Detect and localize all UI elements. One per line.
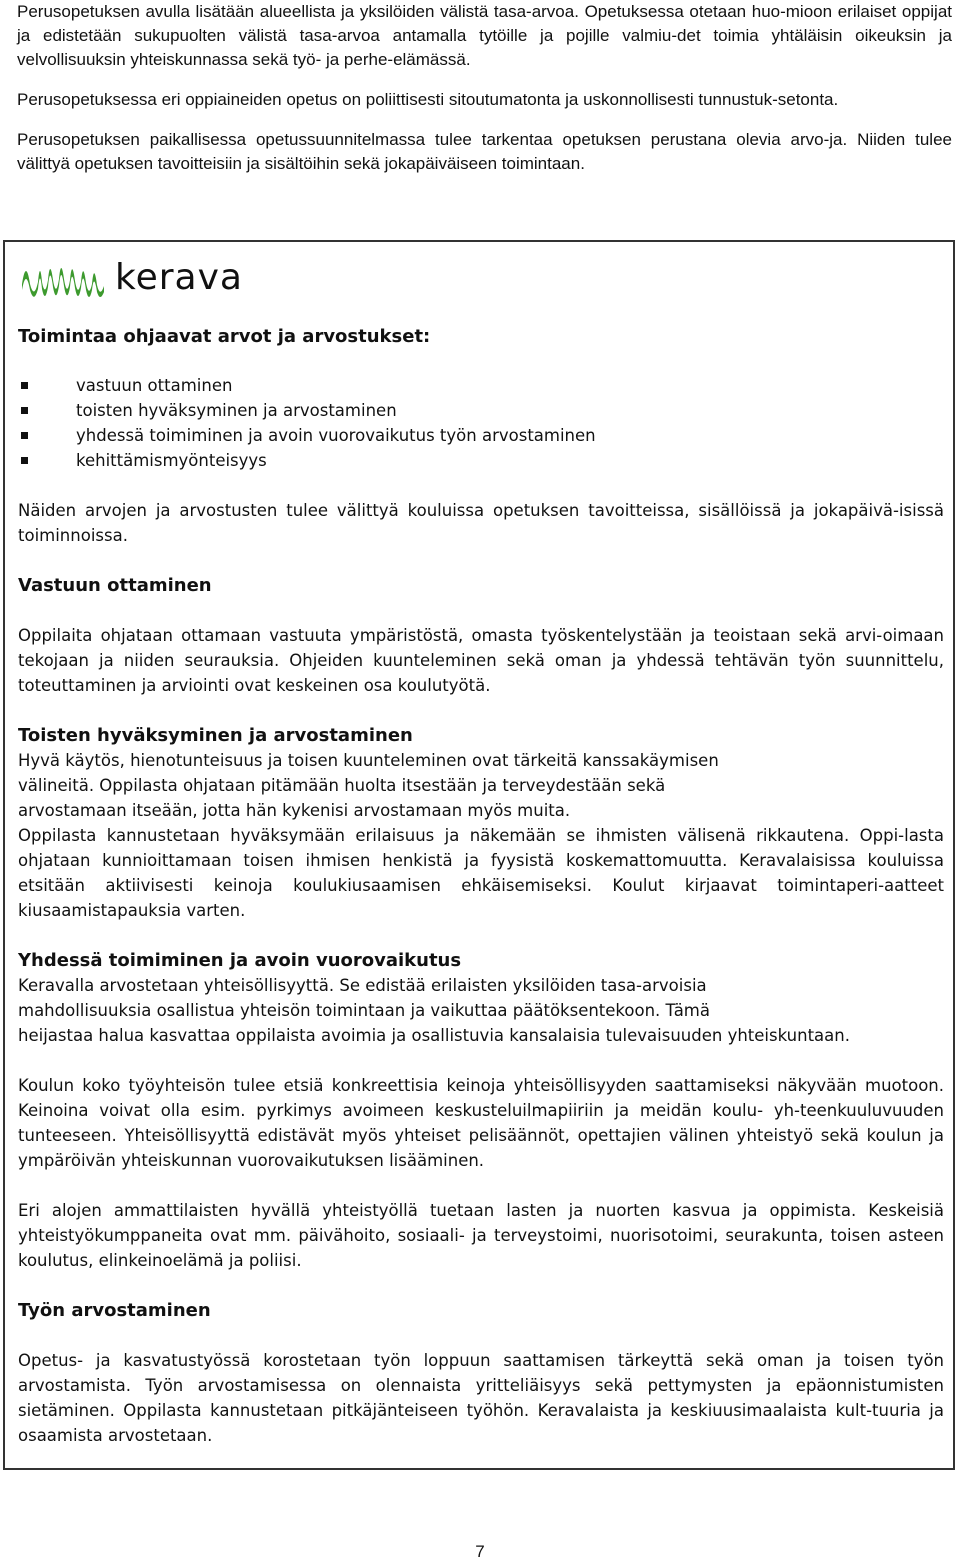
section-paragraph: Eri alojen ammattilaisten hyvällä yhteistyöllä tuetaan lasten ja nuorten kasvua ja oppimista. Keskeisiä yhteistyökumppaneita ovat mm. päivähoito, sosiaali- ja terveystoimi, nuorisotoimi, seurakunta, toisen asteen koulutus, elinkeinoelämä ja poliisi.	[18, 1201, 944, 1270]
section-heading: Yhdessä toimiminen ja avoin vuorovaikutus	[18, 950, 462, 971]
section-paragraph: Koulun koko työyhteisön tulee etsiä konkreettisia keinoja yhteisöllisyyden saattamiseksi näkyvään muotoon. Keinoina voivat olla esim. pyrkimys avoimeen keskusteluilmapiiriin ja meidän koulu- yh-teenkuuluvuuden tunteeseen. Yhteisöllisyyttä edistävät myös yhteiset pelisäännöt, opettajien välinen yhteistyö sekä koulun ja ympäröivän yhteiskunnan vuorovaikutuksen lisääminen.	[18, 1076, 944, 1170]
values-list	[18, 373, 944, 473]
section-heading: Työn arvostaminen	[18, 1300, 211, 1321]
values-heading: Toimintaa ohjaavat arvot ja arvostukset:	[18, 326, 431, 347]
section-line: Hyvä käytös, hienotunteisuus ja toisen kuunteleminen ovat tärkeitä kanssakäymisen	[18, 751, 719, 770]
page-number: 7	[475, 1542, 485, 1561]
section-heading: Toisten hyväksyminen ja arvostaminen	[18, 725, 413, 746]
intro-text	[17, 0, 952, 192]
section-line: arvostamaan itseään, jotta hän kykenisi arvostamaan myös muita.	[18, 801, 571, 820]
section-heading: Vastuun ottaminen	[18, 575, 212, 596]
list-item: toisten hyväksyminen ja arvostaminen	[18, 398, 944, 423]
kerava-wave-icon	[22, 268, 104, 297]
section-line: Keravalla arvostetaan yhteisöllisyyttä. Se edistää erilaisten yksilöiden tasa-arvoisia	[18, 976, 707, 995]
values-content	[18, 324, 944, 1448]
intro-paragraph: Perusopetuksen paikallisessa opetussuunnitelmassa tulee tarkentaa opetuksen perustana olevia arvo-ja. Niiden tulee välittyä opetuksen tavoitteisiin ja sisältöihin sekä jokapäiväiseen toimintaan.	[17, 130, 952, 173]
list-item: vastuun ottaminen	[18, 373, 944, 398]
section-paragraph: Oppilaita ohjataan ottamaan vastuuta ympäristöstä, omasta työskentelystään ja teoistaan sekä arvi-oimaan tekojaan ja niiden seurauksia. Ohjeiden kuunteleminen sekä oman ja yhdessä tehtävän työn suunnittelu, toteuttaminen ja arviointi ovat keskeinen osa koulutyötä.	[18, 626, 944, 695]
summary-paragraph: Näiden arvojen ja arvostusten tulee välittyä kouluissa opetuksen tavoitteissa, sisällöissä ja jokapäivä-isissä toiminnoissa.	[18, 501, 944, 545]
section-paragraph: Opetus- ja kasvatustyössä korostetaan työn loppuun saattamisen tärkeyttä sekä oman ja toisen työn arvostamista. Työn arvostamisessa on olennaista yritteliäisyys sekä pettymysten ja epäonnistumisten sietäminen. Oppilasta kannustetaan pitkäjänteiseen työhön. Keravalaista ja keskiuusimaalaista kult-tuuria ja osaamista arvostetaan.	[18, 1351, 944, 1445]
list-item: kehittämismyönteisyys	[18, 448, 944, 473]
values-box	[3, 240, 955, 1470]
section-line: heijastaa halua kasvattaa oppilaista avoimia ja osallistuvia kansalaisia tulevaisuuden yhteiskuntaan.	[18, 1026, 850, 1045]
section-line: välineitä. Oppilasta ohjataan pitämään huolta itsestään ja terveydestään sekä	[18, 776, 666, 795]
kerava-logo	[20, 252, 295, 302]
section-line: mahdollisuuksia osallistua yhteisön toimintaan ja vaikuttaa päätöksentekoon. Tämä	[18, 1001, 710, 1020]
logo-text: kerava	[115, 257, 243, 298]
intro-paragraph: Perusopetuksessa eri oppiaineiden opetus on poliittisesti sitoutumatonta ja uskonnollisesti tunnustuk-setonta.	[17, 90, 839, 109]
section-paragraph: Oppilasta kannustetaan hyväksymään erilaisuus ja näkemään se ihmisten välisenä rikkautena. Oppi-lasta ohjataan kunnioittamaan toisen ihmisen henkistä ja fyysistä koskemattomuutta. Keravalaisissa kouluissa etsitään aktiivisesti keinoja koulukiusaamisen ehkäisemiseksi. Koulut kirjaavat toimintaperi-aatteet kiusaamistapauksia varten.	[18, 826, 944, 920]
list-item: yhdessä toimiminen ja avoin vuorovaikutus työn arvostaminen	[18, 423, 944, 448]
intro-paragraph: Perusopetuksen avulla lisätään alueellista ja yksilöiden välistä tasa-arvoa. Opetuksessa otetaan huo-mioon erilaiset oppijat ja edistetään sukupuolten välistä tasa-arvoa antamalla tytöille ja pojille valmiu-det toimia yhtäläisin oikeuksin ja velvollisuuksin yhteiskunnassa sekä työ- ja perhe-elämässä.	[17, 2, 952, 69]
